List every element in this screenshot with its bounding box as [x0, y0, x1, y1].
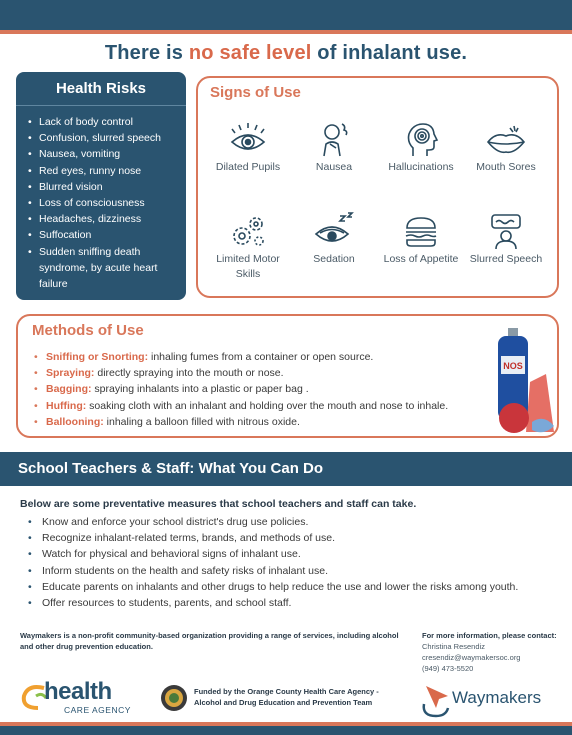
staff-intro: Below are some preventative measures that school teachers and staff can take.: [20, 498, 417, 510]
sign-label: Mouth Sores: [476, 161, 536, 173]
method-description: directly spraying into the mouth or nose.: [94, 367, 284, 380]
oc-logo-wordmark: health: [44, 678, 112, 705]
sign-nausea: [290, 120, 378, 175]
funding-credit: Funded by the Orange County Health Care Agency - Alcohol and Drug Education and Prevention Team: [194, 687, 379, 707]
list-item: • Suffocation: [28, 227, 180, 243]
sign-slurred-speech: [462, 212, 550, 267]
contact-heading: For more information, please contact:: [422, 631, 557, 640]
nausea-icon: [314, 120, 354, 158]
method-term: Sniffing or Snorting:: [46, 351, 149, 363]
list-item: • Lack of body control: [28, 114, 180, 130]
sign-sedation: [290, 212, 378, 267]
page-headline: [0, 42, 572, 65]
method-term: Huffing:: [46, 399, 87, 412]
list-item: • Loss of consciousness: [28, 195, 180, 211]
list-item: [34, 349, 448, 365]
list-item: • Red eyes, runny nose: [28, 163, 180, 179]
sign-hallucinations: [377, 120, 465, 175]
list-item: • Offer resources to students, parents, and school staff.: [28, 595, 518, 611]
list-item: • Sudden sniffing death syndrome, by acute heart failure: [28, 244, 180, 293]
headline-text-start: There is: [104, 42, 189, 64]
list-item: [34, 398, 448, 414]
health-risks-title: Health Risks: [16, 72, 186, 106]
list-item: [34, 365, 448, 381]
sleepy-eye-icon: [312, 212, 356, 250]
sign-mouth-sores: [462, 120, 550, 175]
waymakers-logo: [420, 680, 565, 720]
list-item: • Inform students on the health and safety risks of inhalant use.: [28, 563, 518, 579]
sign-loss-of-appetite: [377, 212, 465, 267]
methods-of-use-panel: [16, 314, 559, 438]
list-item: [34, 414, 448, 430]
tank-valve: [508, 328, 518, 336]
staff-measures-list: [28, 514, 518, 611]
spiral-head-icon: [401, 120, 441, 158]
method-description: inhaling fumes from a container or open source.: [148, 351, 374, 363]
sign-label: Slurred Speech: [469, 253, 543, 265]
method-description: inhaling a balloon filled with nitrous oxide.: [103, 415, 300, 428]
list-item: [34, 381, 448, 397]
tank-label-text: NOS: [503, 361, 523, 371]
methods-of-use-title: Methods of Use: [32, 322, 144, 339]
sign-limited-motor-skills: [204, 212, 292, 282]
headline-text-end: of inhalant use.: [311, 42, 468, 64]
list-item: • Watch for physical and behavioral signs of inhalant use.: [28, 546, 518, 562]
staff-section-banner: School Teachers & Staff: What You Can Do: [0, 452, 572, 486]
headline-accent-text: no safe level: [188, 42, 312, 64]
signs-of-use-title: Signs of Use: [210, 84, 301, 101]
list-item: • Confusion, slurred speech: [28, 130, 180, 146]
sign-dilated-pupils: [204, 120, 292, 175]
contact-block: [422, 630, 567, 674]
list-item: • Recognize inhalant-related terms, brands, and methods of use.: [28, 530, 518, 546]
balloon: [499, 403, 529, 433]
inhalant-props-illustration: [492, 322, 558, 438]
method-term: Ballooning:: [46, 415, 104, 428]
sign-label: Dilated Pupils: [215, 161, 281, 173]
gears-icon: [228, 212, 268, 250]
method-description: soaking cloth with an inhalant and holding over the mouth and nose to inhale.: [86, 399, 449, 412]
county-seal-icon: [160, 684, 188, 712]
top-accent-stripe: [0, 30, 572, 34]
health-risks-panel: [16, 72, 186, 300]
top-banner-bar: [0, 0, 572, 30]
speaking-person-icon: [486, 212, 526, 250]
method-description: spraying inhalants into a plastic or paper bag .: [91, 383, 309, 396]
health-risks-list: [16, 106, 186, 292]
list-item: • Blurred vision: [28, 179, 180, 195]
sign-label: Sedation: [313, 253, 355, 265]
methods-list: [34, 349, 448, 430]
burger-icon: [401, 212, 441, 250]
signs-of-use-panel: [196, 76, 559, 298]
organization-about: Waymakers is a non-profit community-based organization providing a range of services, including alcohol and other drug prevention education.: [20, 631, 399, 651]
contact-email[interactable]: cresendiz@waymakersoc.org: [422, 653, 521, 662]
waymakers-arrow-icon: [420, 682, 452, 718]
list-item: • Know and enforce your school district's drug use policies.: [28, 514, 518, 530]
sign-label: Nausea: [315, 161, 353, 173]
list-item: • Educate parents on inhalants and other drugs to help reduce the use and lower the risks among youth.: [28, 579, 518, 595]
sign-label: Hallucinations: [388, 161, 454, 173]
sign-label: Limited Motor Skills: [216, 253, 280, 280]
contact-name: Christina Resendiz: [422, 642, 485, 651]
oc-logo-subtext: CARE AGENCY: [64, 705, 131, 715]
waymakers-wordmark: Waymakers: [452, 688, 542, 707]
method-term: Spraying:: [46, 367, 95, 380]
lips-icon: [484, 120, 528, 158]
list-item: • Headaches, dizziness: [28, 211, 180, 227]
list-item: • Nausea, vomiting: [28, 146, 180, 162]
sign-label: Loss of Appetite: [383, 253, 459, 265]
oc-health-care-agency-logo: [20, 678, 190, 718]
method-term: Bagging:: [46, 383, 92, 396]
contact-phone[interactable]: (949) 473-5520: [422, 664, 474, 673]
eye-icon: [228, 120, 268, 158]
bottom-banner-bar: [0, 726, 572, 735]
